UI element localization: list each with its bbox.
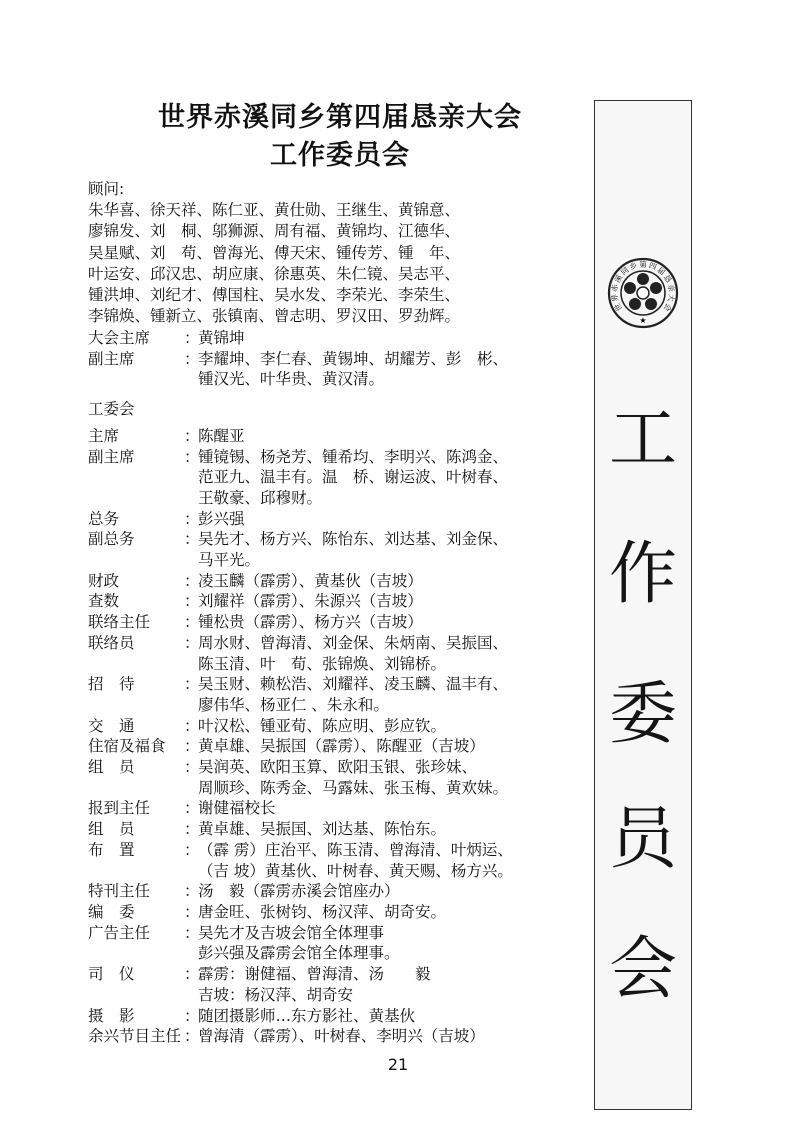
role-colon: ：: [184, 965, 200, 984]
role-colon: [184, 985, 198, 1006]
side-banner-char: 员: [608, 800, 677, 879]
role-row: [88, 778, 588, 799]
role-row: [88, 1006, 588, 1027]
role-colon: [184, 467, 198, 488]
role-row: [88, 757, 588, 778]
role-row: [88, 328, 588, 349]
role-names: 马平光。: [198, 551, 261, 570]
role-row: [88, 674, 588, 695]
role-title: 副主席: [88, 447, 135, 466]
role-row: [88, 349, 588, 370]
role-names: 范亚九、温丰有。温 桥、谢运波、叶树春、: [198, 468, 509, 487]
emblem-ring-char: 第: [639, 260, 647, 269]
emblem-ring-char: 同: [618, 265, 631, 278]
role-colon: ：: [184, 882, 200, 901]
role-names: 随团摄影师…东方影社、黄基伙: [198, 1006, 416, 1025]
role-colon: ：: [184, 447, 200, 466]
committee-label: 工委会: [88, 400, 135, 419]
role-names: 锺汉光、叶华贵、黄汉清。: [198, 370, 385, 389]
role-colon: ：: [184, 923, 200, 942]
committee-list: [88, 426, 588, 1047]
role-row: [88, 964, 588, 985]
role-names: 彭兴强: [198, 509, 245, 528]
role-row: [88, 426, 588, 447]
role-colon: [184, 778, 198, 799]
role-title: [88, 550, 184, 571]
advisors-line: 锺洪坤、刘纪才、傅国柱、吴水发、李荣光、李荣生、: [88, 286, 461, 305]
role-colon: ：: [184, 509, 200, 528]
role-row: [88, 695, 588, 716]
advisors-line: 叶运安、邱汉忠、胡应康、徐惠英、朱仁镜、吴志平、: [88, 264, 461, 283]
role-row: [88, 654, 588, 675]
role-row: [88, 902, 588, 923]
emblem-ring-char: 溪: [612, 273, 625, 285]
role-title: 摄 影: [88, 1006, 135, 1025]
role-title: 查数: [88, 592, 120, 611]
role-title: 招 待: [88, 675, 135, 694]
role-names: 吉坡：杨汉萍、胡奇安: [198, 985, 354, 1004]
role-row: [88, 819, 588, 840]
role-colon: ：: [184, 758, 200, 777]
role-colon: ：: [184, 426, 200, 445]
emblem-ring-char: 界: [609, 293, 620, 303]
side-banner-char: 作: [608, 535, 677, 614]
advisors-section: [88, 178, 568, 328]
role-row: [88, 861, 588, 882]
role-names: 周水财、曾海清、刘金保、朱炳南、吴振国、: [198, 633, 509, 652]
advisors-line: 朱华喜、徐天祥、陈仁亚、黄仕勋、王继生、黄锦意、: [88, 201, 461, 219]
role-title: 编 委: [88, 902, 135, 921]
role-names: 锺松贵（霹雳）、杨方兴（吉坡）: [198, 613, 423, 632]
role-colon: ：: [184, 1006, 200, 1025]
role-names: 凌玉麟（霹雳）、黄基伙（吉坡）: [198, 571, 423, 590]
role-names: 周顺珍、陈秀金、马露妹、张玉梅、黄欢妹。: [198, 778, 509, 797]
role-names: 吴润英、欧阳玉算、欧阳玉银、张珍妹、: [198, 758, 478, 777]
role-title: [88, 695, 184, 716]
role-title: 大会主席: [88, 329, 151, 347]
association-emblem: [601, 213, 685, 373]
role-names: 汤 毅（霹雳赤溪会馆座办）: [198, 882, 400, 901]
side-banner-char: 委: [608, 675, 677, 754]
role-colon: ：: [184, 571, 200, 590]
role-title: 报到主任: [88, 799, 151, 818]
page-number: 21: [387, 1055, 409, 1074]
role-title: [88, 985, 184, 1006]
emblem-ring-char: 乡: [628, 260, 639, 272]
role-title: 司 仪: [88, 965, 135, 984]
role-colon: ：: [184, 613, 200, 632]
role-names: 陈玉清、叶 荀、张锦焕、刘锦桥。: [198, 654, 447, 673]
emblem-ring-char: 四: [647, 260, 658, 272]
role-title: [88, 861, 184, 882]
role-title: 余兴节目主任: [88, 1027, 182, 1046]
role-title: 主席: [88, 426, 120, 445]
advisors-label: 顾问:: [88, 180, 125, 198]
role-names: 陈醒亚: [198, 426, 245, 445]
role-colon: ：: [184, 633, 200, 652]
document-title: 世界赤溪同乡第四届恳亲大会: [158, 102, 522, 133]
role-colon: ：: [184, 349, 200, 368]
role-names: 黄卓雄、吴振国、刘达基、陈怡东。: [198, 820, 447, 839]
role-names: （吉 坡）黄基伙、叶树春、黄天赐、杨方兴。: [198, 861, 513, 880]
role-title: 交 通: [88, 716, 135, 735]
role-names: 刘耀祥（霹雳）、朱源兴（吉坡）: [198, 592, 423, 611]
role-title: [88, 488, 184, 509]
role-colon: ：: [184, 902, 200, 921]
advisors-line: 吴星赋、刘 苟、曾海光、傅天宋、锺传芳、锺 年、: [88, 243, 461, 262]
emblem-ring-char: 届: [655, 265, 668, 278]
role-colon: [184, 861, 198, 882]
role-colon: [184, 654, 198, 675]
role-names: 黄卓雄、吴振国（霹雳）、陈醒亚（吉坡）: [198, 737, 485, 756]
role-row: [88, 633, 588, 654]
role-colon: ：: [184, 799, 200, 818]
role-title: [88, 467, 184, 488]
role-colon: [184, 695, 198, 716]
role-row: [88, 923, 588, 944]
role-title: 住宿及福食: [88, 737, 166, 756]
role-row: [88, 369, 588, 390]
role-colon: ：: [184, 716, 200, 735]
role-colon: ：: [184, 530, 200, 549]
role-row: [88, 943, 588, 964]
role-row: [88, 1026, 588, 1047]
role-row: [88, 488, 588, 509]
role-title: 副总务: [88, 530, 135, 549]
role-row: [88, 985, 588, 1006]
emblem-ring-char: 赤: [609, 283, 620, 293]
role-title: 组 员: [88, 758, 135, 777]
congress-list: [88, 328, 588, 390]
side-banner-char: 会: [608, 930, 677, 1009]
role-names: 霹雳：谢健福、曾海清、汤 毅: [198, 965, 431, 984]
role-colon: [184, 550, 198, 571]
role-colon: ：: [184, 1027, 200, 1046]
emblem-ring-char: 亲: [666, 283, 677, 293]
role-title: 布 置: [88, 840, 135, 859]
emblem-star-icon: ★: [639, 316, 647, 325]
role-row: [88, 529, 588, 550]
role-colon: ：: [184, 675, 200, 694]
role-names: 王敬豪、邱穆财。: [198, 488, 323, 507]
role-title: 财政: [88, 571, 120, 590]
document-subtitle: 工作委员会: [270, 140, 410, 171]
role-names: 吴先才及吉坡会馆全体理事: [198, 923, 385, 942]
emblem-flower: [624, 273, 662, 310]
role-row: [88, 509, 588, 530]
role-row: [88, 550, 588, 571]
role-colon: [184, 943, 198, 964]
role-title: 联络员: [88, 633, 135, 652]
emblem-ring-char: 世: [612, 301, 625, 313]
role-names: 谢健福校长: [198, 799, 276, 818]
role-row: [88, 591, 588, 612]
role-title: 联络主任: [88, 613, 151, 632]
role-names: （霹 雳）庄治平、陈玉清、曾海清、叶炳运、: [198, 840, 513, 859]
role-row: [88, 447, 588, 468]
role-names: 曾海清（霹雳）、叶树春、李明兴（吉坡）: [198, 1027, 485, 1046]
advisors-line: 李锦焕、锺新立、张镇南、曾志明、罗汉田、罗劲辉。: [88, 307, 461, 326]
role-title: [88, 654, 184, 675]
role-title: [88, 943, 184, 964]
role-row: [88, 736, 588, 757]
role-colon: ：: [184, 840, 200, 859]
role-title: [88, 369, 184, 390]
role-title: 副主席: [88, 349, 135, 368]
advisors-line: 廖锦发、刘 桐、邬狮源、周有福、黄锦均、江德华、: [88, 222, 461, 241]
role-title: 广告主任: [88, 923, 151, 942]
role-names: 叶汉松、锺亚荀、陈应明、彭应钦。: [198, 716, 447, 735]
role-names: 彭兴强及霹雳会馆全体理事。: [198, 944, 400, 963]
role-colon: [184, 488, 198, 509]
role-names: 吴先才、杨方兴、陈怡东、刘达基、刘金保、: [198, 530, 509, 549]
role-colon: ：: [184, 592, 200, 611]
role-title: 组 员: [88, 820, 135, 839]
emblem-ring-char: 大: [666, 293, 677, 303]
role-names: 黄锦坤: [198, 329, 245, 347]
role-title: 特刊主任: [88, 882, 151, 901]
role-row: [88, 840, 588, 861]
role-row: [88, 571, 588, 592]
role-row: [88, 716, 588, 737]
role-title: 总务: [88, 509, 120, 528]
role-names: 廖伟华、杨亚仁 、朱永和。: [198, 695, 389, 714]
role-title: [88, 778, 184, 799]
role-row: [88, 612, 588, 633]
side-banner-char: 工: [608, 400, 677, 479]
roles-section: [88, 328, 588, 1047]
role-colon: ：: [184, 329, 200, 347]
role-colon: [184, 369, 198, 390]
role-names: 吴玉财、赖松浩、刘耀祥、凌玉麟、温丰有、: [198, 675, 509, 694]
role-names: 锺镜锡、杨尧芳、锺希均、李明兴、陈鸿金、: [198, 447, 509, 466]
role-colon: ：: [184, 737, 200, 756]
role-colon: ：: [184, 820, 200, 839]
role-names: 李耀坤、李仁春、黄锡坤、胡耀芳、彭 彬、: [198, 349, 509, 368]
emblem-ring-char: 恳: [661, 273, 674, 285]
role-row: [88, 881, 588, 902]
role-row: [88, 467, 588, 488]
role-names: 唐金旺、张树钧、杨汉萍、胡奇安。: [198, 902, 447, 921]
emblem-ring-char: 会: [661, 301, 674, 313]
role-row: [88, 798, 588, 819]
